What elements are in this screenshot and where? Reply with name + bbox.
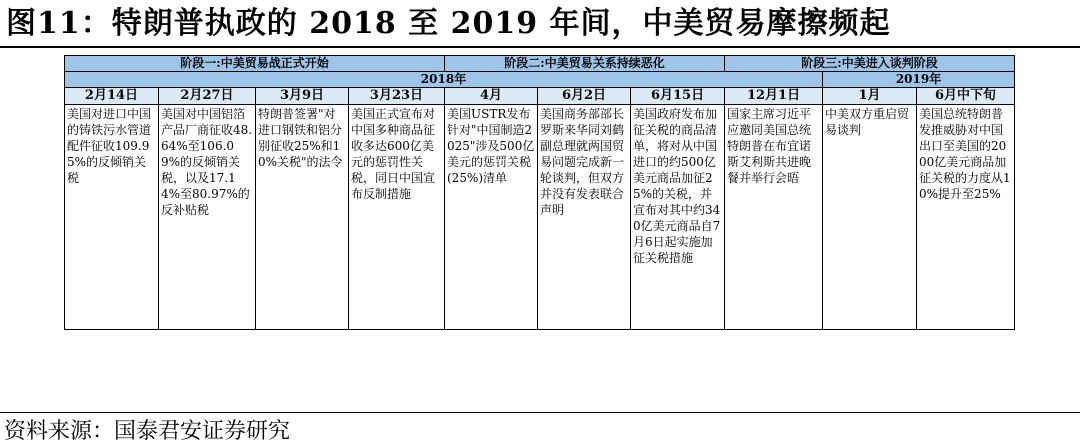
date-header-row: [65, 88, 1015, 105]
event-cell: 美国商务部部长罗斯来华同刘鹤副总理就两国贸易问题完成新一轮谈判，但双方并没有发表联合声明: [538, 105, 631, 330]
date-cell: 3月23日: [349, 88, 445, 105]
event-cell: 美国政府发布加征关税的商品清单，将对从中国进口的约500亿美元商品加征25%的关税，并宣布对其中约340亿美元商品自7月6日起实施加征关税措施: [631, 105, 725, 330]
phase-header-row: [65, 56, 1015, 72]
event-cell: 美国对进口中国的铸铁污水管道配件征收109.95%的反倾销关税: [65, 105, 159, 330]
event-cell: 国家主席习近平应邀同美国总统特朗普在布宜诺斯艾利斯共进晚餐并举行会晤: [725, 105, 823, 330]
date-cell: 2月14日: [65, 88, 159, 105]
date-cell: 3月9日: [256, 88, 349, 105]
year-2019-header: 2019年: [823, 72, 1015, 88]
source-note: 资料来源：国泰君安证券研究: [4, 419, 291, 444]
event-cell: 美国正式宣布对中国多种商品征收多达600亿美元的惩罚性关税，同日中国宣布反制措施: [349, 105, 445, 330]
event-cell: 特朗普签署"对进口钢铁和铝分别征收25%和10%关税"的法令: [256, 105, 349, 330]
year-header-row: [65, 72, 1015, 88]
phase-2-header: 阶段二:中美贸易关系持续恶化: [445, 56, 725, 72]
phase-1-header: 阶段一:中美贸易战正式开始: [65, 56, 445, 72]
date-cell: 1月: [823, 88, 917, 105]
year-2018-header: 2018年: [65, 72, 823, 88]
title-rule: [0, 46, 1080, 48]
date-cell: 6月中下旬: [917, 88, 1015, 105]
date-cell: 4月: [445, 88, 538, 105]
event-cell: 美国USTR发布针对"中国制造2025"涉及500亿美元的惩罚关税(25%)清单: [445, 105, 538, 330]
date-cell: 6月15日: [631, 88, 725, 105]
phase-3-header: 阶段三:中美进入谈判阶段: [725, 56, 1015, 72]
date-cell: 6月2日: [538, 88, 631, 105]
trade-friction-timeline-table: [64, 55, 1015, 330]
figure-title: 图11：特朗普执政的 2018 至 2019 年间，中美贸易摩擦频起: [6, 6, 891, 41]
date-cell: 12月1日: [725, 88, 823, 105]
event-cell: 美国对中国铝箔产品厂商征收48.64%至106.09%的反倾销关税，以及17.14%至80.97%的反补贴税: [159, 105, 256, 330]
date-cell: 2月27日: [159, 88, 256, 105]
event-cell: 中美双方重启贸易谈判: [823, 105, 917, 330]
event-cell: 美国总统特朗普发推威胁对中国出口至美国的2000亿美元商品加征关税的力度从10%提升至25%: [917, 105, 1015, 330]
source-rule: [0, 412, 1080, 413]
event-description-row: [65, 105, 1015, 330]
